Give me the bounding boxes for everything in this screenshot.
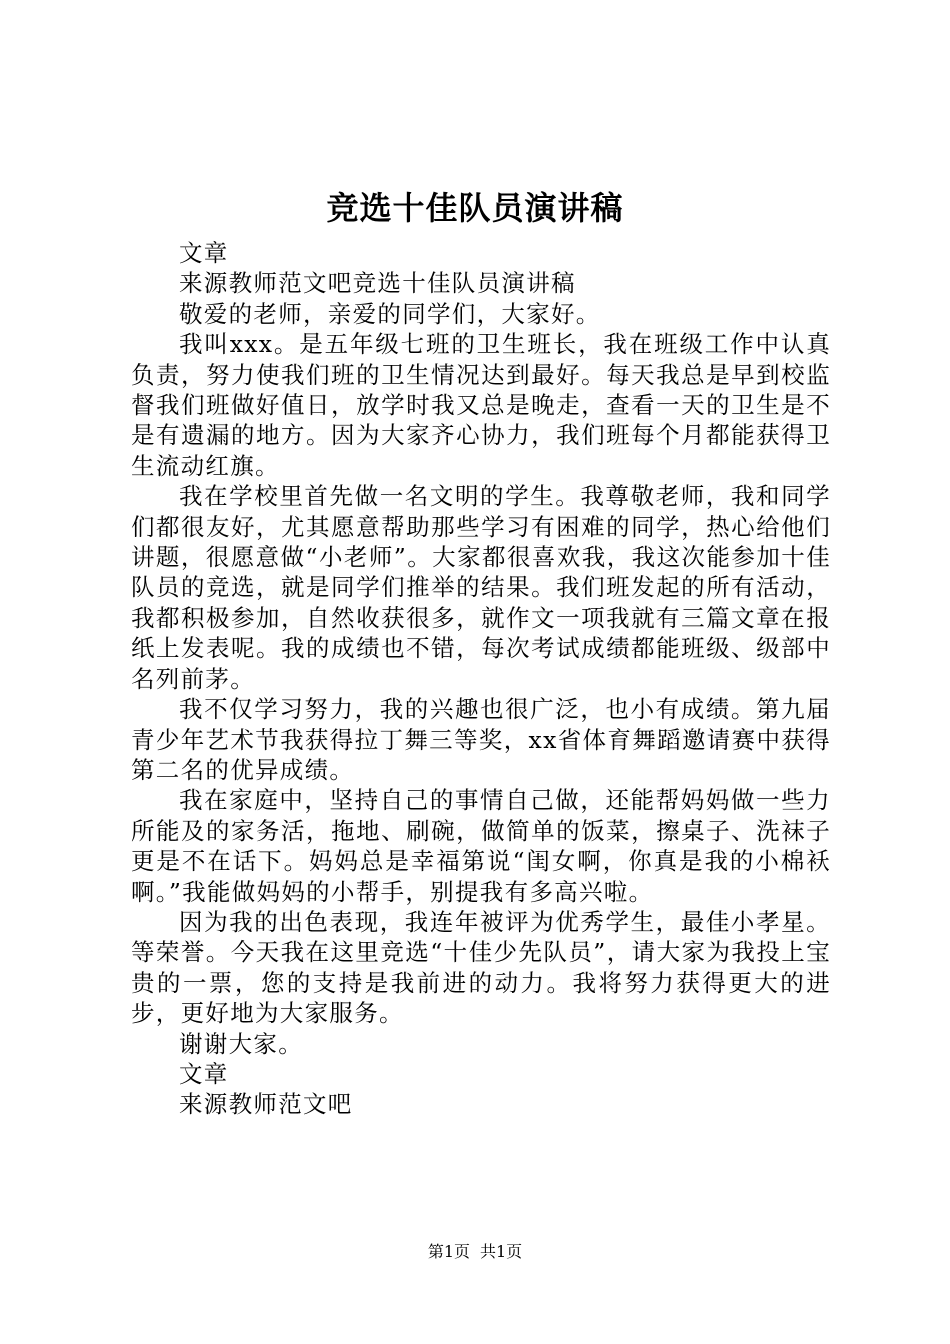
paragraph-school: 我在学校里首先做一名文明的学生。我尊敬老师，我和同学们都很友好，尤其愿意帮助那些学习有困难的同学，热心给他们讲题，很愿意做“小老师”。大家都很喜欢我，我这次能参加十佳队员的竞选，就是同学们推举的结果。我们班发起的所有活动，我都积极参加，自然收获很多，就作文一项我就有三篇文章在报纸上发表呢。我的成绩也不错，每次考试成绩都能班级、级部中名列前茅。 (131, 482, 831, 693)
paragraph-home: 我在家庭中，坚持自己的事情自己做，还能帮妈妈做一些力所能及的家务活，拖地、刷碗，做简单的饭菜，擦桌子、洗袜子更是不在话下。妈妈总是幸福第说“闺女啊，你真是我的小棉袄啊。”我能做妈妈的小帮手，别提我有多高兴啦。 (131, 786, 831, 906)
paragraph-source-end: 来源教师范文吧 (179, 1090, 353, 1119)
page-number: 第1页 (427, 1242, 470, 1261)
paragraph-greeting: 敬爱的老师，亲爱的同学们，大家好。 (179, 299, 601, 328)
page-total: 共1页 (480, 1242, 523, 1261)
paragraph-source: 来源教师范文吧竞选十佳队员演讲稿 (179, 269, 576, 298)
paragraph-introduction: 我叫xxx。是五年级七班的卫生班长，我在班级工作中认真负责，努力使我们班的卫生情况达到最好。每天我总是早到校监督我们班做好值日，放学时我又总是晚走，查看一天的卫生是不是有遗漏的地方。因为大家齐心协力，我们班每个月都能获得卫生流动红旗。 (131, 330, 831, 480)
paragraph-article-label: 文章 (179, 239, 229, 267)
paragraph-interests: 我不仅学习努力，我的兴趣也很广泛，也小有成绩。第九届青少年艺术节我获得拉丁舞三等奖，xx省体育舞蹈邀请赛中获得第二名的优异成绩。 (131, 695, 831, 784)
paragraph-thanks: 谢谢大家。 (179, 1029, 303, 1058)
document-body (131, 238, 831, 1120)
document-title: 竞选十佳队员演讲稿 (326, 189, 624, 227)
page-footer (0, 1240, 950, 1264)
paragraph-conclusion: 因为我的出色表现，我连年被评为优秀学生，最佳小孝星。等荣誉。今天我在这里竞选“十佳少先队员”，请大家为我投上宝贵的一票，您的支持是我前进的动力。我将努力获得更大的进步，更好地为大家服务。 (131, 907, 831, 1028)
paragraph-article-label-end: 文章 (179, 1059, 229, 1088)
